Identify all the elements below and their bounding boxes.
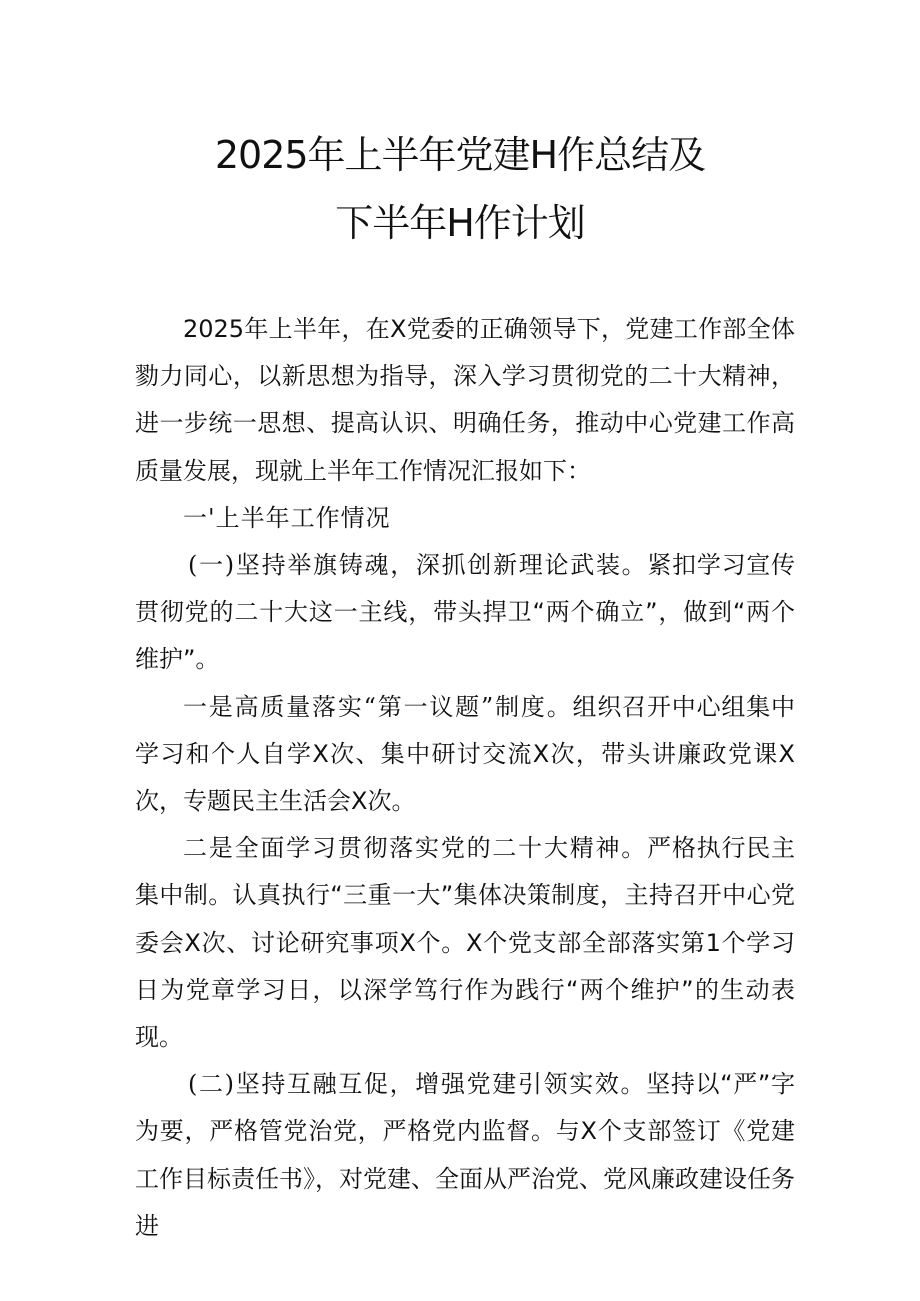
- point-1-body: 组织召开中心组集中学习和个人自学X次、集中研讨交流X次，带头讲廉政党课X次，专题民主生活会X次。: [135, 692, 795, 816]
- section-heading: [135, 495, 795, 542]
- point-1-heading: 一是高质量落实“第一议题”制度。: [183, 692, 573, 721]
- document-body: [135, 306, 795, 1250]
- document-title-line-2: 下半年H作计划: [335, 201, 585, 245]
- point-2-heading: 二是全面学习贯彻落实党的二十大精神。: [183, 834, 648, 863]
- item-1-heading: (一)坚持举旗铸魂，深抓创新理论武装。: [188, 551, 648, 580]
- point-1-paragraph: [135, 684, 795, 826]
- section-heading-text: 一'上半年工作情况: [183, 503, 391, 532]
- item-2-body: 坚持以“严”字为要，严格管党治党，严格党内监督。与X个支部签订《党建工作目标责任书》，对党建、全面从严治党、党风廉政建设任务进: [135, 1070, 795, 1240]
- intro-paragraph: 2025年上半年，在X党委的正确领导下，党建工作部全体勠力同心，以新思想为指导，深入学习贯彻党的二十大精神，进一步统一思想、提高认识、明确任务，推动中心党建工作高质量发展，现就上半年工作情况汇报如下：: [135, 315, 795, 485]
- point-2-paragraph: [135, 825, 795, 1061]
- document-title-line-1: 2025年上半年党建H作总结及: [214, 133, 706, 177]
- item-2-heading: (二)坚持互融互促，增强党建引领实效。: [188, 1070, 647, 1099]
- item-2-paragraph: [135, 1061, 795, 1250]
- item-1-paragraph: [135, 542, 795, 684]
- item-1-body: 紧扣学习宣传贯彻党的二十大这一主线，带头捍卫“两个确立”，做到“两个维护”。: [135, 551, 796, 674]
- point-2-body: 严格执行民主集中制。认真执行“三重一大”集体决策制度，主持召开中心党委会X次、讨论研究事项X个。X个党支部全部落实第1个学习日为党章学习日，以深学笃行作为践行“两个维护”的生动表现。: [135, 834, 796, 1052]
